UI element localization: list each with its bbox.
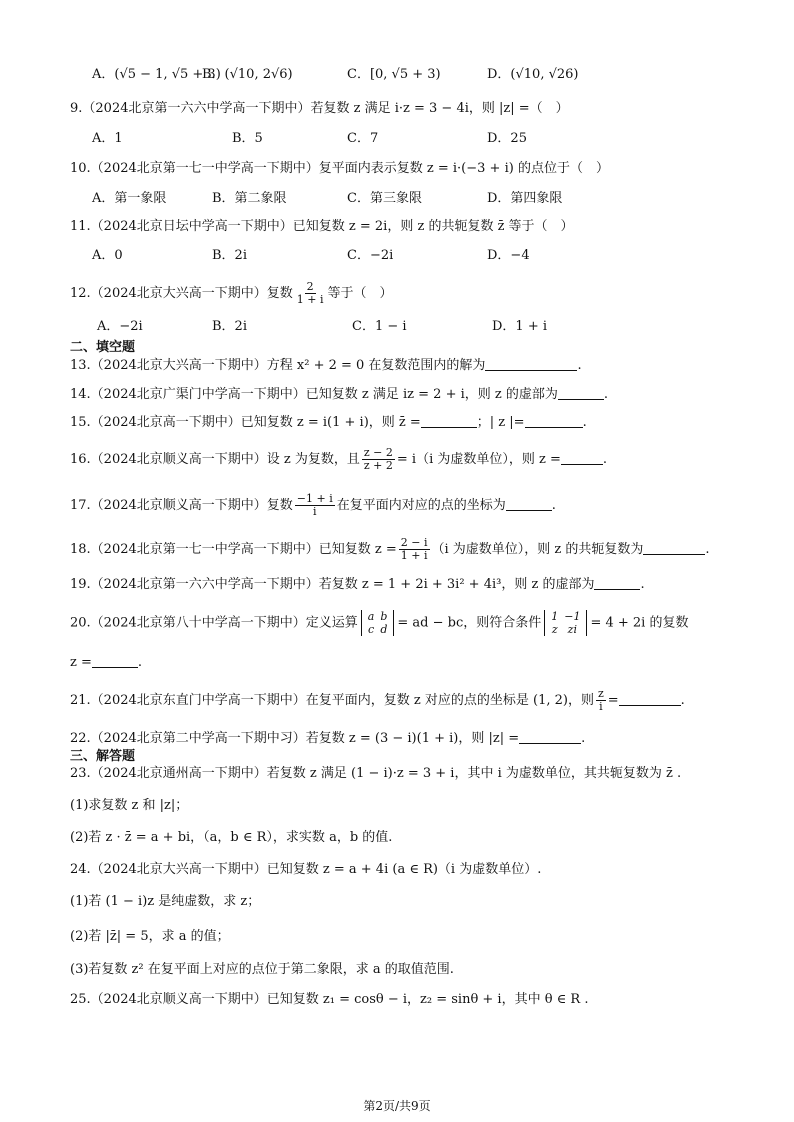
q10-option-b: B．第二象限 xyxy=(212,191,287,206)
question-18: 18.（2024北京第一七一中学高一下期中）已知复数 z = $\frac{2 - i}{1 + i}$ （i 为虚数单位），则 z 的共轭复数为 . xyxy=(70,536,710,562)
section-heading-solution: 三、解答题 xyxy=(70,749,136,764)
q18-fraction-denominator: 1 + i xyxy=(400,549,428,562)
question-20 xyxy=(70,610,734,636)
q12-text-pre: 12.（2024北京大兴高一下期中）复数 xyxy=(70,286,293,301)
q19-text: 19.（2024北京第一六六中学高一下期中）若复数 z = 1 + 2i + 3i² + 4i³，则 z 的虚部为 xyxy=(70,577,595,592)
q18-fraction-numerator: 2 − i xyxy=(400,536,428,549)
question-23: 23.（2024北京通州高一下期中）若复数 z 满足 (1 − i)·z = 3 + i，其中 i 为虚数单位，其共轭复数为 z̄ . xyxy=(70,766,682,781)
q8-option-b: B．(√10, 2√6) xyxy=(202,67,293,82)
q12-fraction xyxy=(295,281,326,306)
q9-option-a: A．1 xyxy=(92,131,123,146)
q8-option-d: D．(√10, √26) xyxy=(487,67,579,82)
q16-text-pre: 16.（2024北京顺义高一下期中）设 z 为复数，且 xyxy=(70,452,360,467)
question-24-part-1: (1)若 (1 − i)z 是纯虚数，求 z； xyxy=(70,894,261,909)
q21-text-post: = xyxy=(607,693,619,708)
q18-text-post: （i 为虚数单位），则 z 的共轭复数为 xyxy=(431,542,644,557)
q15-answer-blank-2[interactable] xyxy=(525,413,583,428)
q10-option-d: D．第四象限 xyxy=(487,191,563,206)
q20-determinant-definition xyxy=(361,610,395,636)
q15-text-mid: ；| z |= xyxy=(476,415,525,430)
q19-answer-blank[interactable] xyxy=(594,575,640,590)
question-16: 16.（2024北京顺义高一下期中）设 z 为复数，且 $\frac{z - 2}{z + 2}$ = i（i 为虚数单位），则 z = . xyxy=(70,446,608,472)
question-24: 24.（2024北京大兴高一下期中）已知复数 z = a + 4i (a ∈ R)（i 为虚数单位）. xyxy=(70,862,542,877)
q21-text-pre: 21.（2024北京东直门中学高一下期中）在复平面内，复数 z 对应的点的坐标是 (1, 2)，则 xyxy=(70,693,594,708)
q17-answer-blank[interactable] xyxy=(506,496,552,511)
question-15: 15.（2024北京高一下期中）已知复数 z = i(1 + i)，则 z̄ = ；| z |= . xyxy=(70,415,587,430)
q16-answer-blank[interactable] xyxy=(561,450,603,465)
q8-option-c: C．[0, √5 + 3) xyxy=(347,67,441,82)
q9-option-c: C．7 xyxy=(347,131,379,146)
question-14: 14.（2024北京广渠门中学高一下期中）已知复数 z 满足 iz = 2 + i，则 z 的虚部为 . xyxy=(70,387,609,402)
q21-fraction-denominator: i xyxy=(599,700,603,713)
page-footer: 第2页/共9页 xyxy=(363,1099,431,1113)
question-11: 11.（2024北京日坛中学高一下期中）已知复数 z = 2i，则 z 的共轭复数 z̄ 等于（ ） xyxy=(70,219,574,234)
q12-text-post: 等于（ ） xyxy=(327,286,393,301)
q13-answer-blank[interactable] xyxy=(485,356,577,371)
q20-text-mid: = ad − bc，则符合条件 xyxy=(397,615,542,631)
q12-fraction-denominator: 1 + i xyxy=(296,293,324,306)
q17-text-pre: 17.（2024北京顺义高一下期中）复数 xyxy=(70,498,293,513)
q12-option-a: A．−2i xyxy=(97,319,143,334)
q9-option-d: D．25 xyxy=(487,131,527,146)
q8-option-a: A．(√5 − 1, √5 + 3) xyxy=(92,67,221,82)
q20-text-pre: 20.（2024北京第八十中学高一下期中）定义运算 xyxy=(70,615,358,631)
q12-fraction-numerator: 2 xyxy=(306,280,314,293)
question-20-line-2: z = . xyxy=(70,655,143,670)
q18-fraction xyxy=(399,537,430,562)
q16-fraction xyxy=(362,447,395,472)
det-entry: d xyxy=(380,623,388,636)
q14-text: 14.（2024北京广渠门中学高一下期中）已知复数 z 满足 iz = 2 + i，则 z 的虚部为 xyxy=(70,387,558,402)
q18-text-pre: 18.（2024北京第一七一中学高一下期中）已知复数 z = xyxy=(70,542,397,557)
q21-fraction-numerator: z xyxy=(597,687,604,700)
q21-answer-blank[interactable] xyxy=(619,691,681,706)
question-12 xyxy=(70,281,734,306)
det-entry: −1 xyxy=(564,610,581,623)
q20-answer-blank[interactable] xyxy=(92,653,138,668)
q11-option-b: B．2i xyxy=(212,248,247,263)
q17-fraction-numerator: −1 + i xyxy=(296,492,333,505)
q10-option-a: A．第一象限 xyxy=(92,191,167,206)
question-21: 21.（2024北京东直门中学高一下期中）在复平面内，复数 z 对应的点的坐标是 (1, 2)，则 $\frac{z}{i}$ = . xyxy=(70,687,685,713)
q16-fraction-denominator: z + 2 xyxy=(363,459,393,472)
question-23-part-1: (1)求复数 z 和 |z|； xyxy=(70,798,189,813)
q14-answer-blank[interactable] xyxy=(558,385,604,400)
question-13: 13.（2024北京大兴高一下期中）方程 x² + 2 = 0 在复数范围内的解为 . xyxy=(70,358,582,373)
q15-text-pre: 15.（2024北京高一下期中）已知复数 z = i(1 + i)，则 z̄ = xyxy=(70,415,421,430)
det-entry: a xyxy=(367,610,375,623)
q16-fraction-numerator: z − 2 xyxy=(363,446,393,459)
q20-determinant-condition xyxy=(544,610,587,636)
question-24-part-3: (3)若复数 z² 在复平面上对应的点位于第二象限，求 a 的取值范围. xyxy=(70,962,454,977)
q17-fraction-denominator: i xyxy=(312,505,317,518)
q15-answer-blank-1[interactable] xyxy=(421,413,477,428)
q13-text: 13.（2024北京大兴高一下期中）方程 x² + 2 = 0 在复数范围内的解为 xyxy=(70,358,486,373)
q12-option-b: B．2i xyxy=(212,319,247,334)
question-24-part-2: (2)若 |z̄| = 5，求 a 的值； xyxy=(70,929,230,944)
q11-option-a: A．0 xyxy=(92,248,123,263)
q17-fraction xyxy=(295,493,335,518)
q22-answer-blank[interactable] xyxy=(519,729,581,744)
question-17: 17.（2024北京顺义高一下期中）复数 $\frac{-1 + i}{i}$ 在复平面内对应的点的坐标为 . xyxy=(70,492,556,518)
det-entry: 1 xyxy=(551,610,559,623)
question-22: 22.（2024北京第二中学高一下期中习）若复数 z = (3 − i)(1 + i)，则 |z| = . xyxy=(70,731,586,746)
q18-answer-blank[interactable] xyxy=(643,540,705,555)
q11-option-c: C．−2i xyxy=(347,248,394,263)
q21-fraction xyxy=(596,688,606,713)
q11-option-d: D．−4 xyxy=(487,248,530,263)
question-9: 9.（2024北京第一六六中学高一下期中）若复数 z 满足 i·z = 3 − 4i，则 |z| =（ ） xyxy=(70,101,569,116)
det-entry: z xyxy=(551,623,558,636)
q20-text-post: = 4 + 2i 的复数 xyxy=(590,615,689,631)
question-23-part-2: (2)若 z · z̄ = a + bi，（a，b ∈ R），求实数 a，b 的值. xyxy=(70,830,393,845)
question-25: 25.（2024北京顺义高一下期中）已知复数 z₁ = cosθ − i，z₂ = sinθ + i，其中 θ ∈ R . xyxy=(70,992,589,1007)
question-10: 10.（2024北京第一七一中学高一下期中）复平面内表示复数 z = i·(−3 + i) 的点位于（ ） xyxy=(70,161,609,176)
q16-text-post: = i（i 为虚数单位），则 z = xyxy=(396,452,561,467)
det-entry: c xyxy=(367,623,375,636)
q10-option-c: C．第三象限 xyxy=(347,191,422,206)
det-entry: b xyxy=(380,610,388,623)
question-19: 19.（2024北京第一六六中学高一下期中）若复数 z = 1 + 2i + 3i² + 4i³，则 z 的虚部为 . xyxy=(70,577,645,592)
q9-option-b: B．5 xyxy=(232,131,263,146)
q20-text-line2: z = xyxy=(70,655,92,670)
q12-option-c: C．1 − i xyxy=(352,319,407,334)
q12-option-d: D．1 + i xyxy=(492,319,548,334)
det-entry: zi xyxy=(567,623,577,636)
q17-text-post: 在复平面内对应的点的坐标为 xyxy=(336,498,506,513)
section-heading-fill-in: 二、填空题 xyxy=(70,340,136,355)
q22-text: 22.（2024北京第二中学高一下期中习）若复数 z = (3 − i)(1 + i)，则 |z| = xyxy=(70,731,520,746)
